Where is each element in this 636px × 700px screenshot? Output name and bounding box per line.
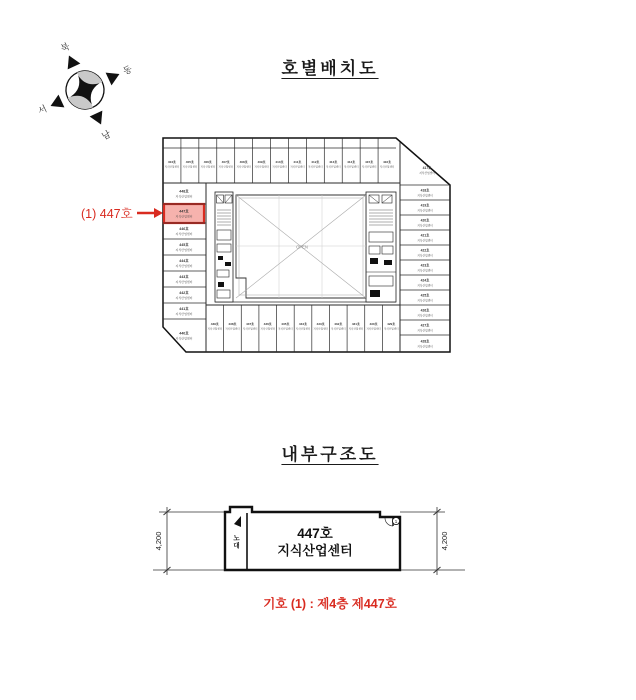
right-core bbox=[366, 192, 396, 302]
unit-type: 지식산업센터 bbox=[325, 165, 341, 169]
unit-number: 426호 bbox=[420, 308, 430, 313]
unit-type: 지식산업센터 bbox=[308, 165, 323, 169]
unit-type: 지식산업센터 bbox=[290, 165, 305, 169]
unit-type: 지식산업센터 bbox=[417, 254, 433, 258]
unit-number: 410호 bbox=[275, 160, 284, 164]
unit-type: 지식산업센터 bbox=[164, 165, 180, 169]
unit-number: 411호 bbox=[293, 160, 302, 164]
unit-number: 443호 bbox=[179, 274, 189, 279]
unit-type: 지식산업센터 bbox=[175, 296, 193, 301]
unit-type: 지식산업센터 bbox=[200, 165, 216, 169]
unit-number: 413호 bbox=[329, 160, 338, 164]
unit-type: 지식산업센터 bbox=[260, 327, 276, 331]
door-tag-label: 1 bbox=[394, 519, 398, 524]
unit-type: 지식산업센터 bbox=[272, 165, 287, 169]
left-core bbox=[215, 192, 233, 302]
unit-number: 415호 bbox=[365, 160, 374, 164]
legend-symbol: (1) bbox=[290, 597, 307, 611]
compass-south-label: 남 bbox=[100, 128, 113, 142]
unit-number: 419호 bbox=[420, 203, 430, 208]
unit-number: 431호 bbox=[351, 322, 360, 326]
unit-type: 지식산업센터 bbox=[182, 165, 198, 169]
unit-number: 437호 bbox=[246, 322, 255, 326]
unit-type: 지식산업센터 bbox=[417, 239, 433, 243]
atrium-open-space bbox=[236, 195, 366, 298]
unit-number: 420호 bbox=[420, 218, 430, 223]
unit-number: 406호 bbox=[203, 160, 212, 164]
unit-number: 427호 bbox=[420, 323, 430, 328]
unit-number: 405호 bbox=[185, 160, 194, 164]
compass-west-label: 서 bbox=[36, 103, 49, 117]
unit-type: 지식산업센터 bbox=[417, 224, 433, 228]
compass-north-label: 북 bbox=[59, 41, 72, 54]
unit-number: 425호 bbox=[420, 293, 430, 298]
unit-type: 지식산업센터 bbox=[225, 327, 240, 331]
dim-left-value: 4,200 bbox=[154, 531, 163, 551]
unit-type: 지식산업센터 bbox=[175, 214, 193, 219]
unit-number: 435호 bbox=[281, 322, 290, 326]
unit-type: 지식산업센터 bbox=[361, 165, 377, 169]
unit-type: 지식산업센터 bbox=[348, 327, 364, 331]
dimension-left bbox=[154, 507, 171, 575]
unit-type: 지식산업센터 bbox=[175, 280, 193, 285]
layout-plan-title: 호별배치도 bbox=[281, 59, 379, 78]
legend-caption bbox=[263, 594, 397, 612]
unit-number: 429호 bbox=[387, 322, 396, 326]
highlighted-unit-447 bbox=[164, 204, 204, 223]
unit-type: 지식산업센터 bbox=[254, 165, 269, 169]
unit-type: 지식산업센터 bbox=[417, 345, 433, 349]
unit-callout bbox=[81, 204, 164, 222]
detail-unit-number: 447호 bbox=[297, 526, 333, 541]
unit-number: 409호 bbox=[257, 160, 266, 164]
unit-number: 441호 bbox=[179, 306, 189, 311]
unit-type: 지식산업센터 bbox=[313, 327, 328, 331]
unit-type: 지식산업센터 bbox=[175, 232, 193, 237]
interior-plan-title: 내부구조도 bbox=[281, 445, 379, 464]
unit-number: 434호 bbox=[298, 322, 308, 326]
unit-type: 지식산업센터 bbox=[419, 171, 435, 175]
unit-number: 433호 bbox=[316, 322, 325, 326]
unit-type: 지식산업센터 bbox=[278, 327, 293, 331]
unit-type: 지식산업센터 bbox=[175, 264, 193, 269]
unit-number: 438호 bbox=[228, 322, 237, 326]
unit-number: 440호 bbox=[179, 331, 189, 336]
unit-number: 445호 bbox=[179, 242, 189, 247]
unit-number: 412호 bbox=[311, 160, 320, 164]
open-label: OPEN bbox=[296, 244, 308, 250]
unit-type: 지식산업센터 bbox=[343, 165, 359, 169]
unit-number: 416호 bbox=[382, 160, 392, 164]
unit-type: 지식산업센터 bbox=[236, 165, 251, 169]
unit-type: 지식산업센터 bbox=[175, 312, 193, 317]
compass-east-label: 동 bbox=[121, 63, 134, 77]
unit-callout-label: (1) 447호 bbox=[81, 207, 133, 221]
unit-number: 414호 bbox=[347, 160, 356, 164]
unit-type: 지식산업센터 bbox=[417, 194, 433, 198]
unit-number: 442호 bbox=[179, 290, 189, 295]
unit-type: 지식산업센터 bbox=[417, 314, 433, 318]
unit-number: 432호 bbox=[334, 322, 343, 326]
unit-number: 428호 bbox=[420, 339, 430, 344]
balcony-label: 노 대 bbox=[233, 535, 240, 550]
unit-number: 436호 bbox=[263, 322, 272, 326]
floor-plan bbox=[160, 126, 460, 358]
unit-number: 421호 bbox=[420, 233, 430, 238]
legend-rest: : 제4층 제447호 bbox=[306, 597, 397, 611]
unit-number: 418호 bbox=[420, 188, 430, 193]
dim-right-value: 4,200 bbox=[440, 531, 449, 551]
unit-type: 지식산업센터 bbox=[417, 299, 433, 303]
unit-type: 지식산업센터 bbox=[207, 327, 223, 331]
unit-detail-drawing bbox=[153, 496, 483, 596]
unit-number: 422호 bbox=[420, 248, 430, 253]
unit-type: 지식산업센터 bbox=[417, 269, 433, 273]
unit-type: 지식산업센터 bbox=[383, 327, 399, 331]
unit-number: 448호 bbox=[179, 189, 189, 194]
unit-number: 417호 bbox=[422, 166, 432, 170]
unit-type: 지식산업센터 bbox=[242, 327, 258, 331]
unit-number: 404호 bbox=[167, 160, 177, 164]
unit-number: 444호 bbox=[179, 258, 189, 263]
unit-number: 430호 bbox=[369, 322, 378, 326]
legend-prefix: 기호 bbox=[263, 597, 291, 611]
unit-number: 407호 bbox=[221, 160, 230, 164]
unit-number: 423호 bbox=[420, 263, 430, 268]
unit-type: 지식산업센터 bbox=[366, 327, 381, 331]
unit-type: 지식산업센터 bbox=[417, 209, 433, 213]
unit-number: 424호 bbox=[420, 278, 430, 283]
unit-type: 지식산업센터 bbox=[417, 284, 433, 288]
unit-number: 439호 bbox=[210, 322, 219, 326]
unit-type: 지식산업센터 bbox=[175, 336, 193, 341]
unit-type: 지식산업센터 bbox=[379, 165, 395, 169]
unit-type: 지식산업센터 bbox=[295, 327, 311, 331]
unit-number: 446호 bbox=[179, 226, 189, 231]
unit-type: 지식산업센터 bbox=[175, 194, 193, 199]
compass-icon bbox=[25, 28, 145, 148]
unit-number: 408호 bbox=[239, 160, 248, 164]
unit-number: 447호 bbox=[179, 209, 189, 214]
unit-type: 지식산업센터 bbox=[218, 165, 234, 169]
unit-type: 지식산업센터 bbox=[330, 327, 346, 331]
unit-type: 지식산업센터 bbox=[417, 329, 433, 333]
unit-type: 지식산업센터 bbox=[175, 248, 193, 253]
dimension-right bbox=[434, 507, 450, 575]
detail-unit-type: 지식산업센터 bbox=[277, 543, 353, 558]
